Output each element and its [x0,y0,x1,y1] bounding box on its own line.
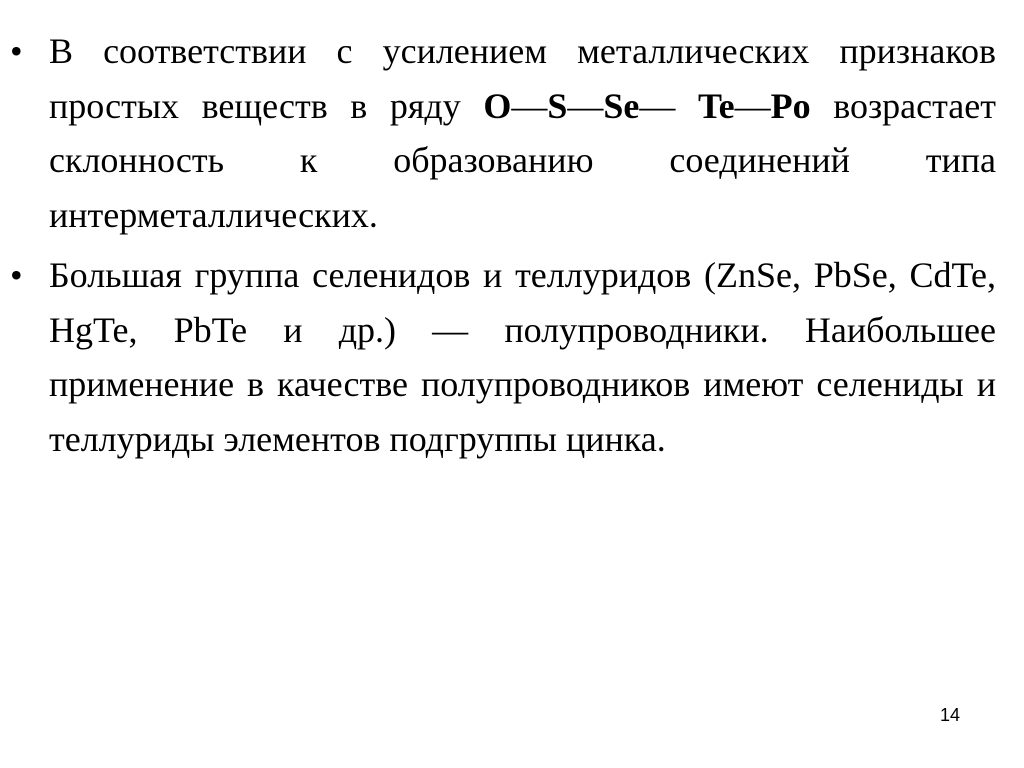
bullet-marker: • [10,31,23,71]
dash: — [734,85,771,126]
element-sulfur: S [547,85,568,126]
dash: — [567,85,604,126]
bullet-text: Большая группа селенидов и теллуридов (ZnSe, PbSe, CdTe, HgTe, PbTe и др.) — полупроводники. Наибольшее применение в качестве полупроводников имеют селениды и теллуриды элементов подгруппы цинка. [49,255,996,459]
element-tellurium: Te [697,85,735,126]
dash: — [639,85,698,126]
element-selenium: Se [603,85,640,126]
bullet-marker: • [10,255,23,295]
bullet-list [10,24,996,472]
page-number: 14 [939,705,960,725]
element-polonium: Po [770,85,811,126]
bullet-text-part: В соответствии с усилением металлических признаков простых веществ в ряду [49,31,996,126]
bullet-item-intermetallic [10,24,996,242]
bullet-item-semiconductors [10,248,996,466]
bullet-text-part: возрастает склонность к образованию соединений типа интерметаллических. [49,85,996,235]
element-oxygen: O [483,85,512,126]
dash: — [511,85,548,126]
